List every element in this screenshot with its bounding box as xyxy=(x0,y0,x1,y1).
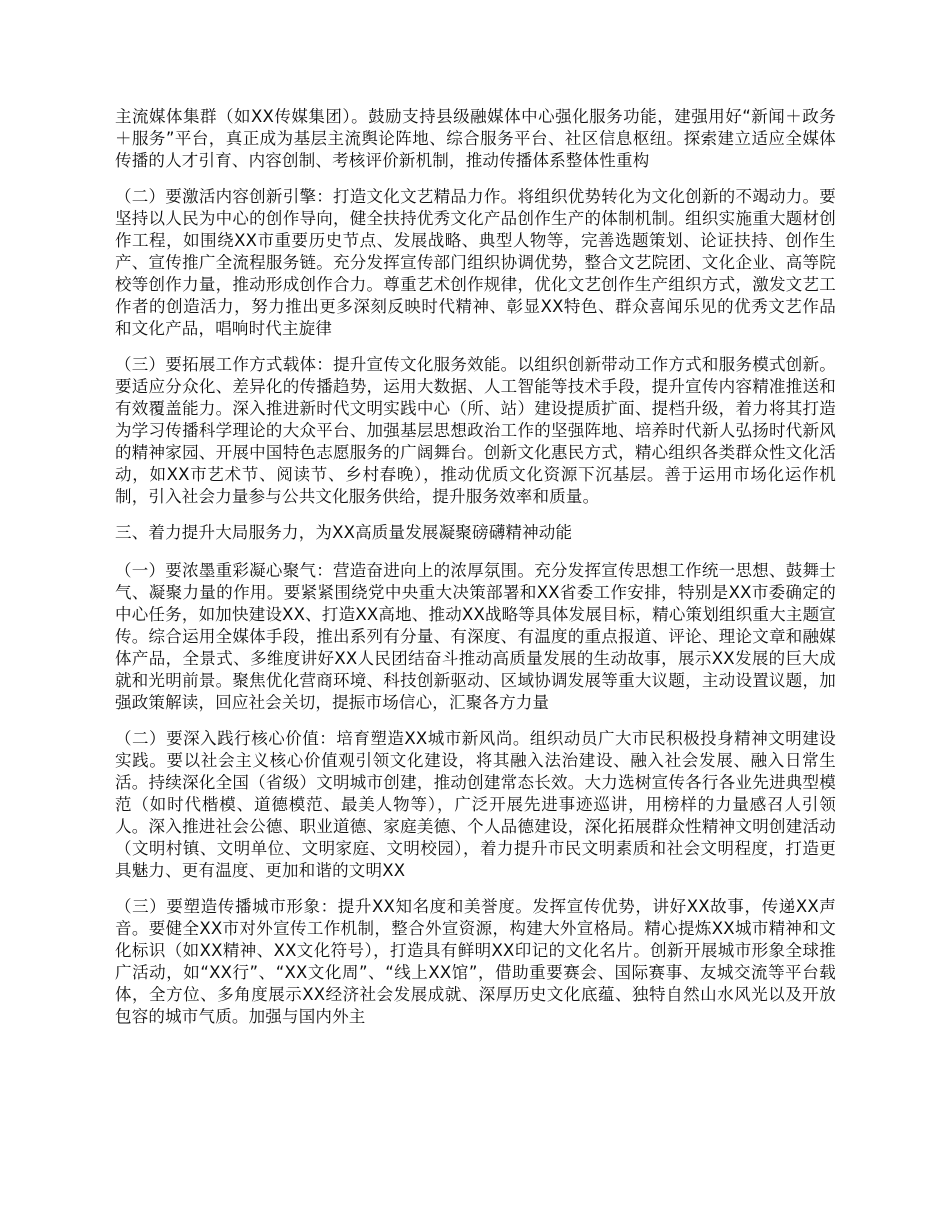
paragraph-core-values: （二）要深入践行核心价值：培育塑造XX城市新风尚。组织动员广大市民积极投身精神文明建设实践。要以社会主义核心价值观引领文化建设，将其融入法治建设、融入社会发展、融入日常生活。持续深化全国（省级）文明城市创建，推动创建常态长效。大力选树宣传各行各业先进典型模范（如时代楷模、道德模范、最美人物等），广泛开展先进事迹巡讲，用榜样的力量感召人引领人。深入推进社会公德、职业道德、家庭美德、个人品德建设，深化拓展群众性精神文明创建活动（文明村镇、文明单位、文明家庭、文明校园），着力提升市民文明素质和社会文明程度，打造更具魅力、更有温度、更加和谐的文明XX xyxy=(115,729,836,880)
paragraph-media-cluster: 主流媒体集群（如XX传媒集团）。鼓励支持县级融媒体中心强化服务功能，建强用好“新闻＋政务＋服务”平台，真正成为基层主流舆论阵地、综合服务平台、社区信息枢纽。探索建立适应全媒体传播的人才引育、内容创制、考核评价新机制，推动传播体系整体性重构 xyxy=(115,107,836,170)
section-heading-three: 三、着力提升大局服务力，为XX高质量发展凝聚磅礴精神动能 xyxy=(115,523,573,542)
paragraph-work-methods: （三）要拓展工作方式载体：提升宣传文化服务效能。以组织创新带动工作方式和服务模式创新。要适应分众化、差异化的传播趋势，运用大数据、人工智能等技术手段，提升宣传内容精准推送和有效覆盖能力。深入推进新时代文明实践中心（所、站）建设提质扩面、提档升级，着力将其打造为学习传播科学理论的大众平台、加强基层思想政治工作的坚强阵地、培养时代新人弘扬时代新风的精神家园、开展中国特色志愿服务的广阔舞台。创新文化惠民方式，精心组织各类群众性文化活动，如XX市艺术节、阅读节、乡村春晚），推动优质文化资源下沉基层。善于运用市场化运作机制，引入社会力量参与公共文化服务供给，提升服务效率和质量。 xyxy=(115,355,836,506)
paragraph-content-innovation: （二）要激活内容创新引擎：打造文化文艺精品力作。将组织优势转化为文化创新的不竭动力。要坚持以人民为中心的创作导向，健全扶持优秀文化产品创作生产的体制机制。组织实施重大题材创作工程，如围绕XX市重要历史节点、发展战略、典型人物等，完善选题策划、论证扶持、创作生产、宣传推广全流程服务链。充分发挥宣传部门组织协调优势，整合文艺院团、文化企业、高等院校等创作力量，推动形成创作合力。尊重艺术创作规律，优化文艺创作生产组织方式，激发文艺工作者的创造活力，努力推出更多深刻反映时代精神、彰显XX特色、群众喜闻乐见的优秀文艺作品和文化产品，唱响时代主旋律 xyxy=(115,187,836,338)
paragraph-city-image: （三）要塑造传播城市形象：提升XX知名度和美誉度。发挥宣传优势，讲好XX故事，传递XX声音。要健全XX市对外宣传工作机制，整合外宣资源，构建大外宣格局。精心提炼XX城市精神和文化标识（如XX精神、XX文化符号），打造具有鲜明XX印记的文化名片。创新开展城市形象全球推广活动，如“XX行”、“XX文化周”、“线上XX馆”，借助重要赛会、国际赛事、友城交流等平台载体，全方位、多角度展示XX经济社会发展成就、深厚历史文化底蕴、独特自然山水风光以及开放包容的城市气质。加强与国内外主 xyxy=(115,897,836,1026)
paragraph-cohesion-atmosphere: （一）要浓墨重彩凝心聚气：营造奋进向上的浓厚氛围。充分发挥宣传思想工作统一思想、鼓舞士气、凝聚力量的作用。要紧紧围绕党中央重大决策部署和XX省委工作安排，特别是XX市委确定的中心任务，如加快建设XX、打造XX高地、推动XX战略等具体发展目标，精心策划组织重大主题宣传。综合运用全媒体手段，推出系列有分量、有深度、有温度的重点报道、评论、理论文章和融媒体产品，全景式、多维度讲好XX人民团结奋斗推动高质量发展的生动故事，展示XX发展的巨大成就和光明前景。聚焦优化营商环境、科技创新驱动、区域协调发展等重大议题，主动设置议题，加强政策解读，回应社会关切，提振市场信心，汇聚各方力量 xyxy=(115,561,836,712)
